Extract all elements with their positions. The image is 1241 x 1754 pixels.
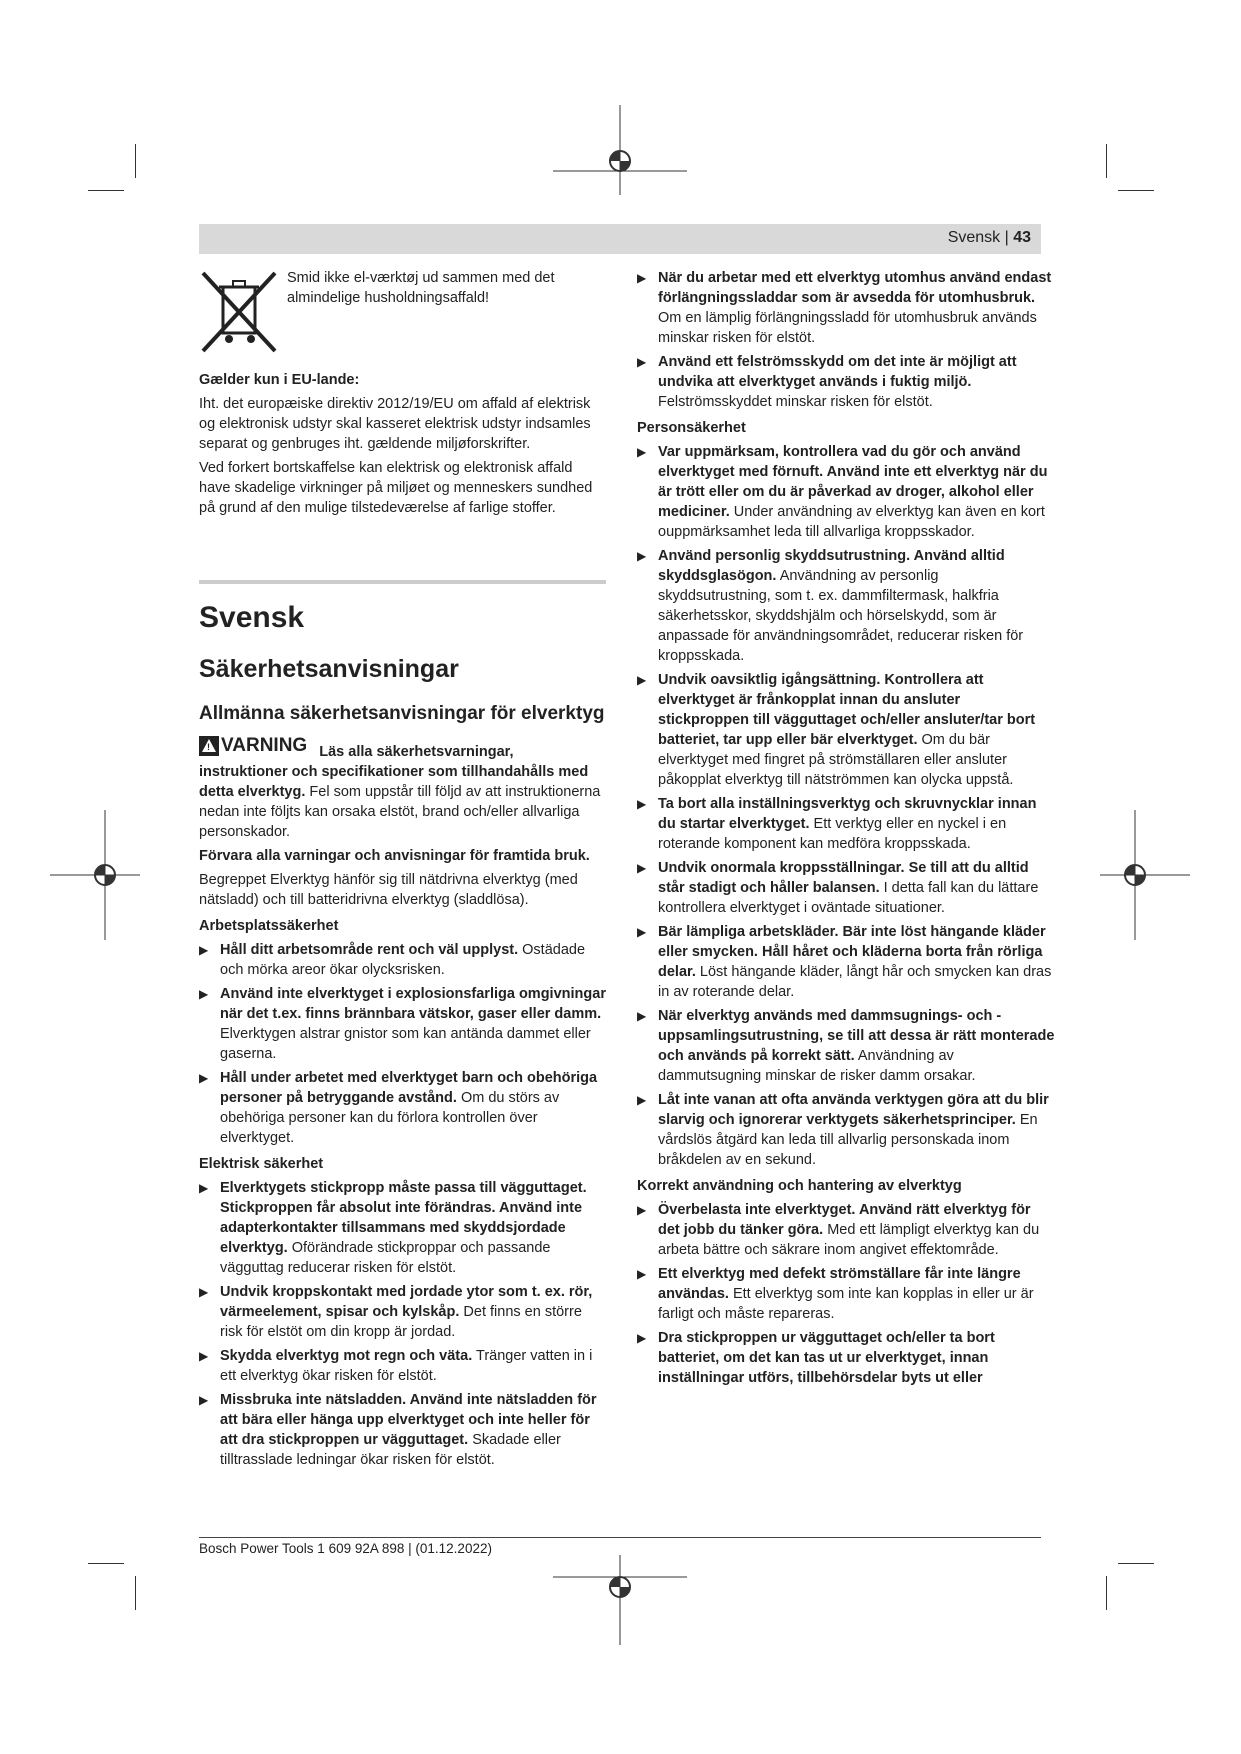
list-item: ▶ Ta bort alla inställningsverktyg och skruvnycklar innan du startar elverktyget. Ett verktyg eller en nyckel i en roterande komponent kan medföra kroppsskada. <box>637 796 1037 852</box>
crop-mark <box>1118 190 1154 191</box>
arrow-icon: ▶ <box>637 925 647 939</box>
arrow-icon: ▶ <box>637 1203 647 1217</box>
registration-mark-left <box>50 810 140 940</box>
list-item: ▶ Undvik onormala kroppsställningar. Se till att du alltid står stadigt och håller balansen. I detta fall kan du lättare kontrollera elverktyget i oväntade situationer. <box>637 860 1039 916</box>
list-item: ▶ Skydda elverktyg mot regn och väta. Tränger vatten in i ett elverktyg ökar risken för elstöt. <box>199 1348 593 1384</box>
warning-block <box>199 736 606 842</box>
crop-mark <box>135 1576 136 1610</box>
section-name: Svensk <box>947 229 1001 246</box>
list-item: ▶ När du arbetar med ett elverktyg utomhus använd endast förlängningssladdar som är avsedda för utomhusbruk. Om en lämplig förlängningssladd för utomhusbruk används minskar risken för elstöt. <box>637 270 1052 346</box>
eu-paragraph-1: Iht. det europæiske direktiv 2012/19/EU om affald af elektrisk og elektronisk udstyr skal kasseret elektrisk udstyr indsamles separat og genbruges iht. gældende miljøforskrifter. <box>199 396 591 452</box>
page-number: 43 <box>1013 229 1031 246</box>
list-item: ▶ Elverktygets stickpropp måste passa till vägguttaget. Stickproppen får absolut inte förändras. Använd inte adapterkontakter tillsammans med skyddsjordade elverktyg. Oförändrade stickproppar och passande vägguttag reducerar risken för elstöt. <box>199 1180 587 1276</box>
arrow-icon: ▶ <box>637 271 647 285</box>
crop-mark <box>88 1563 124 1564</box>
section-divider <box>199 580 606 584</box>
eu-heading: Gælder kun i EU-lande: <box>199 372 360 388</box>
weee-note: Smid ikke el-værktøj ud sammen med det almindelige husholdningsaffald! <box>287 270 555 306</box>
language-title: Svensk <box>199 601 305 634</box>
arrow-icon: ▶ <box>637 355 647 369</box>
crop-mark <box>135 144 136 178</box>
registration-mark-top <box>553 105 687 195</box>
safety-title: Säkerhetsanvisningar <box>199 655 459 683</box>
handling-list <box>637 1200 1055 1388</box>
arrow-icon: ▶ <box>199 987 209 1001</box>
crop-mark <box>1106 1576 1107 1610</box>
arrow-icon: ▶ <box>199 1393 209 1407</box>
eu-paragraph-2: Ved forkert bortskaffelse kan elektrisk og elektronisk affald have skadelige virkninger på miljøet og menneskers sundhed på grund af den mulige tilstedeværelse af farlige stoffer. <box>199 460 593 516</box>
crop-mark <box>88 190 124 191</box>
page-header <box>199 224 1041 254</box>
arrow-icon: ▶ <box>637 1267 647 1281</box>
list-item: ▶ Använd ett felströmsskydd om det inte är möjligt att undvika att elverktyget används i fuktig miljö. Felströmsskyddet minskar risken för elstöt. <box>637 354 1017 410</box>
arrow-icon: ▶ <box>637 1331 647 1345</box>
workplace-heading: Arbetsplatssäkerhet <box>199 918 339 934</box>
electrical-list <box>199 1178 606 1470</box>
warning-text: Fel som uppstår till följd av att instruktionerna nedan inte följts kan orsaka elstöt, brand och/eller allvarliga personskador. <box>199 784 601 840</box>
list-item: ▶ Håll under arbetet med elverktyget barn och obehöriga personer på betryggande avstånd. Om du störs av obehöriga personer kan du förlora kontrollen över elverktyget. <box>199 1070 598 1146</box>
arrow-icon: ▶ <box>637 861 647 875</box>
list-item: ▶ Håll ditt arbetsområde rent och väl upplyst. Ostädade och mörka areor ökar olycksrisken. <box>199 942 586 978</box>
list-item: ▶ Använd inte elverktyget i explosionsfarliga omgivningar när det t.ex. finns brännbara vätskor, gaser eller damm. Elverktygen alstrar gnistor som kan antända dammet eller gaserna. <box>199 986 606 1062</box>
list-item: ▶ Undvik oavsiktlig igångsättning. Kontrollera att elverktyget är frånkopplat innan du ansluter stickproppen till vägguttaget och/eller ansluter/tar bort batteriet, tar upp eller bär elverktyget. Om du bär elverktyget med fingret på strömställaren eller ansluter påkopplat elverktyg till nätströmmen kan olycka uppstå. <box>637 672 1036 788</box>
personal-heading: Personsäkerhet <box>637 420 746 436</box>
handling-heading: Korrekt användning och hantering av elverktyg <box>637 1178 962 1194</box>
general-safety-title: Allmänna säkerhetsanvisningar för elverktyg <box>199 703 605 724</box>
arrow-icon: ▶ <box>199 1285 209 1299</box>
crop-mark <box>1106 144 1107 178</box>
warning-bold: Läs alla säkerhetsvarningar, instruktioner och specifikationer som tillhandahålls med detta elverktyg. <box>199 744 589 800</box>
electrical-list-continued <box>637 268 1055 412</box>
arrow-icon: ▶ <box>637 1093 647 1107</box>
page-footer: Bosch Power Tools 1 609 92A 898 | (01.12.2022) <box>199 1541 492 1556</box>
list-item: ▶ Ett elverktyg med defekt strömställare får inte längre användas. Ett elverktyg som inte kan kopplas in eller ur är farligt och måste repareras. <box>637 1266 1034 1322</box>
arrow-icon: ▶ <box>199 1181 209 1195</box>
warning-badge: ! VARNING <box>199 736 307 756</box>
keep-instructions: Förvara alla varningar och anvisningar för framtida bruk. <box>199 848 590 864</box>
list-item: ▶ Överbelasta inte elverktyget. Använd rätt elverktyg för det jobb du tänker göra. Med ett lämpligt elverktyg kan du arbeta bättre och säkrare inom angivet effektområde. <box>637 1202 1040 1258</box>
page-header-text: Svensk | 43 <box>947 229 1031 246</box>
list-item: ▶ Dra stickproppen ur vägguttaget och/eller ta bort batteriet, om det kan tas ut ur elverktyget, innan inställningar utförs, tillbehörsdelar byts ut eller <box>637 1330 995 1386</box>
list-item: ▶ Undvik kroppskontakt med jordade ytor som t. ex. rör, värmeelement, spisar och kylskåp. Det finns en större risk för elstöt om din kropp är jordad. <box>199 1284 593 1340</box>
arrow-icon: ▶ <box>637 549 647 563</box>
registration-mark-bottom <box>553 1555 687 1645</box>
crossed-bin-icon <box>199 269 279 355</box>
arrow-icon: ▶ <box>637 673 647 687</box>
left-column <box>199 370 606 1474</box>
arrow-icon: ▶ <box>199 1071 209 1085</box>
list-item: ▶ Var uppmärksam, kontrollera vad du gör och använd elverktyget med förnuft. Använd inte ett elverktyg när du är trött eller om du är påverkad av droger, alkohol eller mediciner. Under användning av elverktyg kan även en kort ouppmärksamhet leda till allvarliga kroppsskador. <box>637 444 1048 540</box>
arrow-icon: ▶ <box>637 797 647 811</box>
right-column <box>637 268 1055 1392</box>
electrical-heading: Elektrisk säkerhet <box>199 1156 324 1172</box>
workplace-list <box>199 940 606 1148</box>
registration-mark-right <box>1100 810 1190 940</box>
list-item: ▶ Använd personlig skyddsutrustning. Använd alltid skyddsglasögon. Användning av personlig skyddsutrustning, som t. ex. dammfiltermask, halkfria säkerhetsskor, skyddshjälm och hörselskydd, som är anpassade för användningsområdet, reducerar risken för kroppsskada. <box>637 548 1024 664</box>
crop-mark <box>1118 1563 1154 1564</box>
list-item: ▶ När elverktyg används med dammsugnings- och -uppsamlingsutrustning, se till att dessa är rätt monterade och används på korrekt sätt. Användning av dammutsugning minskar de risker damm orsakar. <box>637 1008 1055 1084</box>
arrow-icon: ▶ <box>199 943 209 957</box>
list-item: ▶ Låt inte vanan att ofta använda verktygen göra att du blir slarvig och ignorerar verktygets säkerhetsprinciper. En vårdslös åtgärd kan leda till allvarlig personskada inom bråkdelen av en sekund. <box>637 1092 1049 1168</box>
warning-icon: ! <box>199 736 219 756</box>
arrow-icon: ▶ <box>637 1009 647 1023</box>
arrow-icon: ▶ <box>199 1349 209 1363</box>
arrow-icon: ▶ <box>637 445 647 459</box>
term-definition: Begreppet Elverktyg hänför sig till nätdrivna elverktyg (med nätsladd) och till batteridrivna elverktyg (sladdlösa). <box>199 872 578 908</box>
footer-divider <box>199 1537 1041 1538</box>
personal-list <box>637 442 1055 1170</box>
list-item: ▶ Bär lämpliga arbetskläder. Bär inte löst hängande kläder eller smycken. Håll håret och kläderna borta från rörliga delar. Löst hängande kläder, långt hår och smycken kan dras in av roterande delar. <box>637 924 1052 1000</box>
list-item: ▶ Missbruka inte nätsladden. Använd inte nätsladden för att bära eller hänga upp elverktyget och inte heller för att dra stickproppen ur vägguttaget. Skadade eller tilltrasslade ledningar ökar risken för elstöt. <box>199 1392 597 1468</box>
